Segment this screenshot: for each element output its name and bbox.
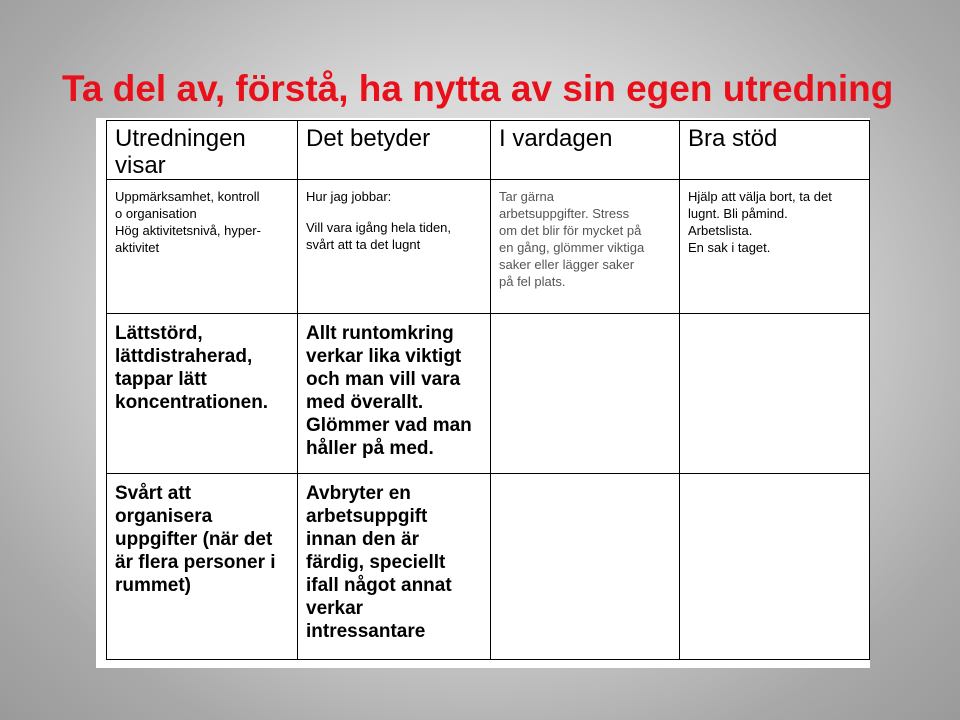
table-row [107, 180, 870, 314]
cell-text-line: Uppmärksamhet, kontroll [115, 189, 260, 204]
cell-meaning-distraction [298, 314, 491, 474]
header-cell-results: Utredningen visar [107, 121, 298, 180]
cell-text-line: verkar lika viktigt [306, 346, 462, 367]
cell-text-line: Lättstörd, [115, 323, 203, 344]
cell-meaning-interrupts [298, 474, 491, 660]
cell-meaning-work [298, 180, 491, 314]
header-cell-support: Bra stöd [680, 121, 870, 180]
cell-text-line: Vill vara igång hela tiden, [306, 220, 452, 235]
header-cell-meaning: Det betyder [298, 121, 491, 180]
cell-text-line: organisera [115, 506, 213, 527]
cell-text-line: Svårt att [115, 483, 192, 504]
cell-text-line: tappar lätt [115, 369, 207, 390]
cell-results-attention [107, 180, 298, 314]
cell-text-line: saker eller lägger saker [499, 257, 635, 272]
cell-support-empty [680, 314, 870, 474]
cell-text-line: en gång, glömmer viktiga [499, 240, 645, 255]
cell-results-organizing [107, 474, 298, 660]
cell-text-line: innan den är [306, 529, 419, 550]
cell-text-line: Allt runtomkring [306, 323, 454, 344]
cell-text-line: Arbetslista. [688, 223, 753, 238]
cell-text-line: intressantare [306, 621, 426, 642]
cell-text-line: Avbryter en [306, 483, 411, 504]
cell-text-line: håller på med. [306, 438, 434, 459]
assessment-table [106, 120, 870, 660]
cell-text-line: om det blir för mycket på [499, 223, 642, 238]
cell-text-line: o organisation [115, 206, 197, 221]
cell-text-line: arbetsuppgifter. Stress [499, 206, 630, 221]
cell-text-line: Tar gärna [499, 189, 554, 204]
cell-text-line: är flera personer i [115, 552, 276, 573]
slide-title: Ta del av, förstå, ha nytta av sin egen utredning [62, 68, 894, 109]
cell-text-line: svårt att ta det lugnt [306, 237, 421, 252]
cell-support-help [680, 180, 870, 314]
cell-text-line: Hjälp att välja bort, ta det [688, 189, 832, 204]
cell-text-line: koncentrationen. [115, 392, 269, 413]
cell-text-line: färdig, speciellt [306, 552, 446, 573]
cell-text-line: Glömmer vad man [306, 415, 472, 436]
cell-text-line: lugnt. Bli påmind. [688, 206, 788, 221]
cell-text-line: aktivitet [115, 240, 160, 255]
cell-text-line: på fel plats. [499, 274, 566, 289]
cell-text-line: arbetsuppgift [306, 506, 428, 527]
table-row [107, 474, 870, 660]
cell-text-line: Hög aktivitetsnivå, hyper- [115, 223, 261, 238]
cell-text-line: rummet) [115, 575, 192, 596]
header-cell-everyday: I vardagen [491, 121, 680, 180]
cell-text-line: och man vill vara [306, 369, 461, 390]
cell-everyday-empty [491, 314, 680, 474]
cell-text-line: En sak i taget. [688, 240, 771, 255]
cell-support-empty [680, 474, 870, 660]
cell-text-line: verkar [306, 598, 364, 619]
cell-everyday-empty [491, 474, 680, 660]
cell-text-line: uppgifter (när det [115, 529, 273, 550]
cell-results-distraction [107, 314, 298, 474]
cell-text-line: ifall något annat [306, 575, 452, 596]
table-row [107, 314, 870, 474]
cell-text-line: med överallt. [306, 392, 424, 413]
table-header-row [107, 121, 870, 180]
cell-text-line: lättdistraherad, [115, 346, 253, 367]
cell-everyday-tasks [491, 180, 680, 314]
cell-text-line: Hur jag jobbar: [306, 189, 392, 204]
